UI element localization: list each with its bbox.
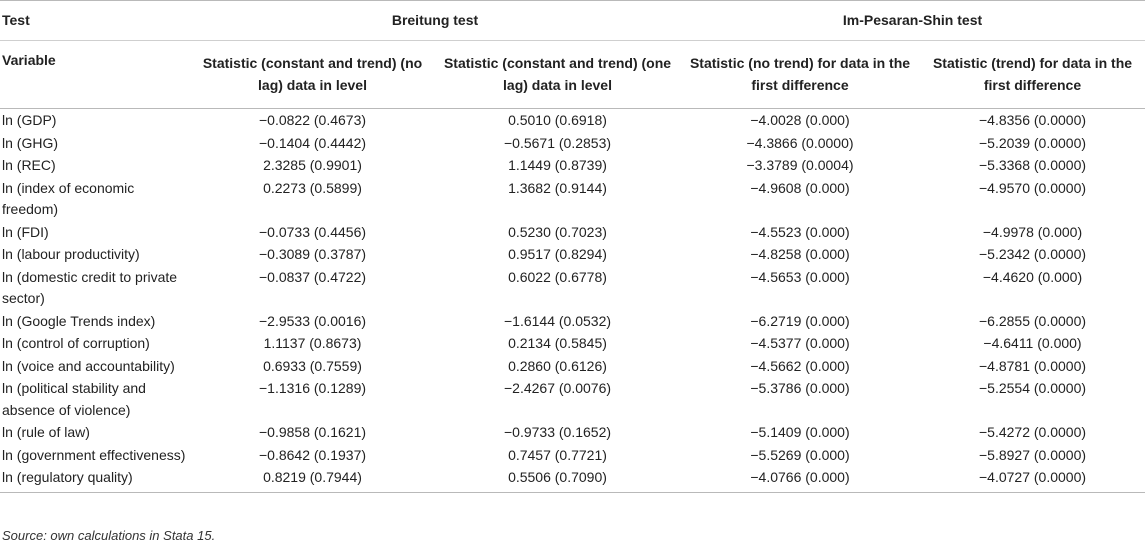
ips-no-trend-cell: −4.5662 (0.000): [750, 357, 850, 374]
breitung-one-lag-cell: 0.7457 (0.7721): [508, 446, 607, 463]
variable-header-label: Variable: [0, 41, 190, 109]
breitung-one-lag-cell: 1.3682 (0.9144): [508, 179, 607, 196]
ips-no-trend-cell: −3.3789 (0.0004): [746, 157, 854, 173]
ips-no-trend-cell: −4.0766 (0.000): [680, 466, 920, 492]
breitung-one-lag-cell: 0.6022 (0.6778): [508, 268, 607, 285]
breitung-one-lag-cell: 0.2860 (0.6126): [508, 357, 607, 374]
ips-no-trend-cell: −4.0028 (0.000): [750, 112, 850, 128]
column-header-no-lag: Statistic (constant and trend) (no lag) data in level: [190, 41, 435, 109]
breitung-no-lag-cell: −2.9533 (0.0016): [258, 312, 367, 329]
table-row: [0, 266, 1145, 310]
test-header-label: Test: [0, 1, 190, 41]
table-row: [0, 109, 1145, 132]
breitung-test-header: Breitung test: [190, 1, 680, 41]
table-row: [0, 310, 1145, 333]
breitung-one-lag-cell: −0.5671 (0.2853): [503, 134, 612, 151]
breitung-no-lag-cell: −0.0733 (0.4456): [258, 223, 367, 240]
table-body: [0, 109, 1145, 493]
breitung-no-lag-cell: 0.2273 (0.5899): [263, 179, 362, 196]
ips-no-trend-cell: −4.5523 (0.000): [750, 223, 850, 240]
breitung-one-lag-cell: −0.9733 (0.1652): [503, 424, 612, 440]
header-row-tests: [0, 1, 1145, 41]
table-row: [0, 466, 1145, 492]
ips-trend-cell: −4.8781 (0.0000): [978, 357, 1087, 374]
ips-no-trend-cell: −5.5269 (0.000): [750, 446, 850, 463]
breitung-one-lag-cell: 1.1449 (0.8739): [508, 157, 607, 173]
variable-cell: ln (index of economic freedom): [2, 179, 135, 217]
breitung-one-lag-cell: 0.5230 (0.7023): [508, 223, 607, 240]
table-row: [0, 355, 1145, 378]
ips-no-trend-cell: −5.1409 (0.000): [750, 424, 850, 440]
ips-trend-cell: −5.4272 (0.0000): [978, 424, 1087, 440]
table-row: [0, 177, 1145, 221]
variable-cell: ln (domestic credit to private sector): [2, 268, 178, 306]
ips-trend-cell: −6.2855 (0.0000): [978, 312, 1087, 329]
ips-trend-cell: −5.2039 (0.0000): [978, 134, 1087, 151]
variable-cell: ln (control of corruption): [2, 335, 150, 351]
variable-cell: ln (government effectiveness): [2, 446, 186, 463]
breitung-no-lag-cell: −0.9858 (0.1621): [258, 424, 367, 440]
breitung-one-lag-cell: 0.9517 (0.8294): [508, 246, 607, 262]
breitung-one-lag-cell: 0.5506 (0.7090): [435, 466, 680, 492]
table-row: [0, 444, 1145, 467]
ips-trend-cell: −5.3368 (0.0000): [978, 157, 1087, 173]
im-pesaran-shin-test-header: Im-Pesaran-Shin test: [680, 1, 1145, 41]
ips-trend-cell: −4.0727 (0.0000): [920, 466, 1145, 492]
table-row: [0, 132, 1145, 155]
ips-no-trend-cell: −4.9608 (0.000): [750, 179, 850, 196]
table-row: [0, 421, 1145, 444]
variable-cell: ln (rule of law): [2, 424, 90, 440]
variable-cell: ln (regulatory quality): [0, 466, 190, 492]
breitung-one-lag-cell: −1.6144 (0.0532): [503, 312, 612, 329]
source-note: Source: own calculations in Stata 15.: [2, 528, 216, 543]
table-row: [0, 332, 1145, 355]
column-header-one-lag: Statistic (constant and trend) (one lag) data in level: [435, 41, 680, 109]
breitung-no-lag-cell: −0.0822 (0.4673): [258, 112, 367, 128]
ips-trend-cell: −5.2342 (0.0000): [978, 246, 1087, 262]
breitung-no-lag-cell: −0.3089 (0.3787): [258, 246, 367, 262]
variable-cell: ln (REC): [2, 157, 56, 173]
breitung-no-lag-cell: 0.6933 (0.7559): [263, 357, 362, 374]
ips-no-trend-cell: −4.5653 (0.000): [750, 268, 850, 285]
breitung-one-lag-cell: 0.5010 (0.6918): [508, 112, 607, 128]
breitung-no-lag-cell: −0.1404 (0.4442): [258, 134, 367, 151]
ips-no-trend-cell: −4.8258 (0.000): [750, 246, 850, 262]
table-row: [0, 377, 1145, 421]
variable-cell: ln (GDP): [2, 112, 57, 128]
ips-trend-cell: −5.2554 (0.0000): [978, 380, 1087, 396]
ips-trend-cell: −5.8927 (0.0000): [978, 446, 1087, 463]
breitung-no-lag-cell: −0.0837 (0.4722): [258, 268, 367, 285]
breitung-no-lag-cell: −0.8642 (0.1937): [258, 446, 367, 463]
variable-cell: ln (GHG): [2, 134, 58, 151]
ips-trend-cell: −4.8356 (0.0000): [978, 112, 1087, 128]
column-header-trend: Statistic (trend) for data in the first difference: [920, 41, 1145, 109]
breitung-no-lag-cell: −1.1316 (0.1289): [258, 380, 367, 396]
ips-no-trend-cell: −6.2719 (0.000): [750, 312, 850, 329]
variable-cell: ln (labour productivity): [2, 246, 140, 262]
table-row: [0, 243, 1145, 266]
column-header-no-trend: Statistic (no trend) for data in the first difference: [680, 41, 920, 109]
ips-no-trend-cell: −5.3786 (0.000): [750, 380, 850, 396]
variable-cell: ln (political stability and absence of violence): [2, 380, 146, 418]
ips-no-trend-cell: −4.3866 (0.0000): [746, 134, 854, 151]
table-row: [0, 221, 1145, 244]
ips-trend-cell: −4.6411 (0.000): [983, 335, 1082, 351]
table-row: [0, 154, 1145, 177]
ips-trend-cell: −4.9978 (0.000): [982, 223, 1083, 240]
variable-cell: ln (Google Trends index): [2, 312, 156, 329]
ips-no-trend-cell: −4.5377 (0.000): [750, 335, 850, 351]
breitung-no-lag-cell: 2.3285 (0.9901): [263, 157, 362, 173]
variable-cell: ln (voice and accountability): [2, 357, 175, 374]
breitung-one-lag-cell: −2.4267 (0.0076): [503, 380, 612, 396]
ips-trend-cell: −4.4620 (0.000): [982, 268, 1083, 285]
breitung-no-lag-cell: 0.8219 (0.7944): [190, 466, 435, 492]
breitung-one-lag-cell: 0.2134 (0.5845): [508, 335, 607, 351]
breitung-no-lag-cell: 1.1137 (0.8673): [263, 335, 362, 351]
ips-trend-cell: −4.9570 (0.0000): [978, 179, 1087, 196]
variable-cell: ln (FDI): [2, 223, 49, 240]
header-row-columns: [0, 41, 1145, 109]
